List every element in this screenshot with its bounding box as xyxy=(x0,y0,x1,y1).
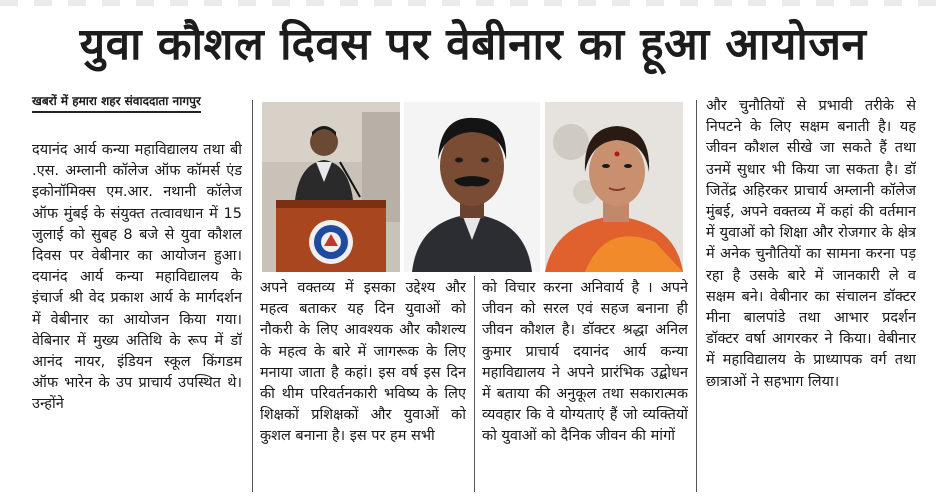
top-edge-strip xyxy=(0,0,946,6)
man-portrait-photo xyxy=(404,102,540,272)
article-column-1 xyxy=(32,140,242,490)
article-column-2 xyxy=(260,278,466,492)
byline: खबरों में हमारा शहर संवाददाता नागपुर xyxy=(32,92,201,113)
article-text-column-2: अपने वक्तव्य में इसका उद्देश्य और महत्व बताकर यह दिन युवाओं को नौकरी के लिए आवश्यक और कौशल्य के महत्व के बारे में जागरूक के लिए मनाया जाता है कहां। इस वर्ष इस दिन की थीम परिवर्तनकारी भविष्य के लिए शिक्षकों प्रशिक्षकों और युवाओं को कुशल बनाना है। इस पर हम सभी xyxy=(260,280,466,445)
speaker-at-podium-photo xyxy=(262,102,400,272)
article-text-column-4: और चुनौतियों से प्रभावी तरीके से निपटने के लिए सक्षम बनाती है। यह जीवन कौशल सीखे जा सकते हैं तथा उनमें सुधार भी किया जा सकता है। डॉ जितेंद्र अहिरकर प्राचार्य अम्लानी कॉलेज मुंबई, अपने वक्तव्य में कहां की वर्तमान में युवाओं को शिक्षा और रोजगार के क्षेत्र में अनेक चुनौतियों का सामना करना पड़ रहा है उसके बारे में जानकारी ले व सक्षम बने। वेबीनार का संचालन डॉक्टर मीना बालपांडे तथा आभार प्रदर्शन डॉक्टर वर्षा आगरकर ने किया। वेबीनार में महाविद्यालय के प्राध्यापक वर्ग तथा छात्राओं ने सहभाग लिया। xyxy=(706,98,916,390)
column-divider xyxy=(474,276,475,492)
article-text-column-1: दयानंद आर्य कन्या महाविद्यालय तथा बी .एस. अम्लानी कॉलेज ऑफ कॉमर्स एंड इकोनॉमिक्स एम.आर. नथानी कॉलेज ऑफ मुंबई के संयुक्त तत्वावधान में 15 जुलाई को सुबह 8 बजे से युवा कौशल दिवस पर वेबीनार का आयोजन हुआ। दयानंद आर्य कन्या महाविद्यालय के इंचार्ज श्री वेद प्रकाश आर्य के मार्गदर्शन में वेबीनार का आयोजन किया गया। वेबिनार में मुख्य अतिथि के रूप में डॉ आनंद नायर, इंडियन स्कूल किंगडम ऑफ भारेन के उप प्राचार्य उपस्थित थे। उन्होंने xyxy=(32,142,242,413)
article-column-3 xyxy=(482,278,688,492)
column-divider xyxy=(696,100,697,492)
column-divider xyxy=(252,100,253,492)
article-column-4 xyxy=(706,96,916,492)
headline: युवा कौशल दिवस पर वेबीनार का हूआ आयोजन xyxy=(79,19,867,70)
woman-portrait-photo xyxy=(545,102,683,272)
article-text-column-3: को विचार करना अनिवार्य है । अपने जीवन को सरल एवं सहज बनाना ही जीवन कौशल है। डॉक्टर श्रद्धा अनिल कुमार प्राचार्य दयानंद आर्य कन्या महाविद्यालय ने अपने प्रारंभिक उद्बोधन में बताया की अनुकूल तथा सकारात्मक व्यवहार कि वे योग्यताएं हैं जो व्यक्तियों को युवाओं को दैनिक जीवन की मांगों xyxy=(482,280,688,445)
